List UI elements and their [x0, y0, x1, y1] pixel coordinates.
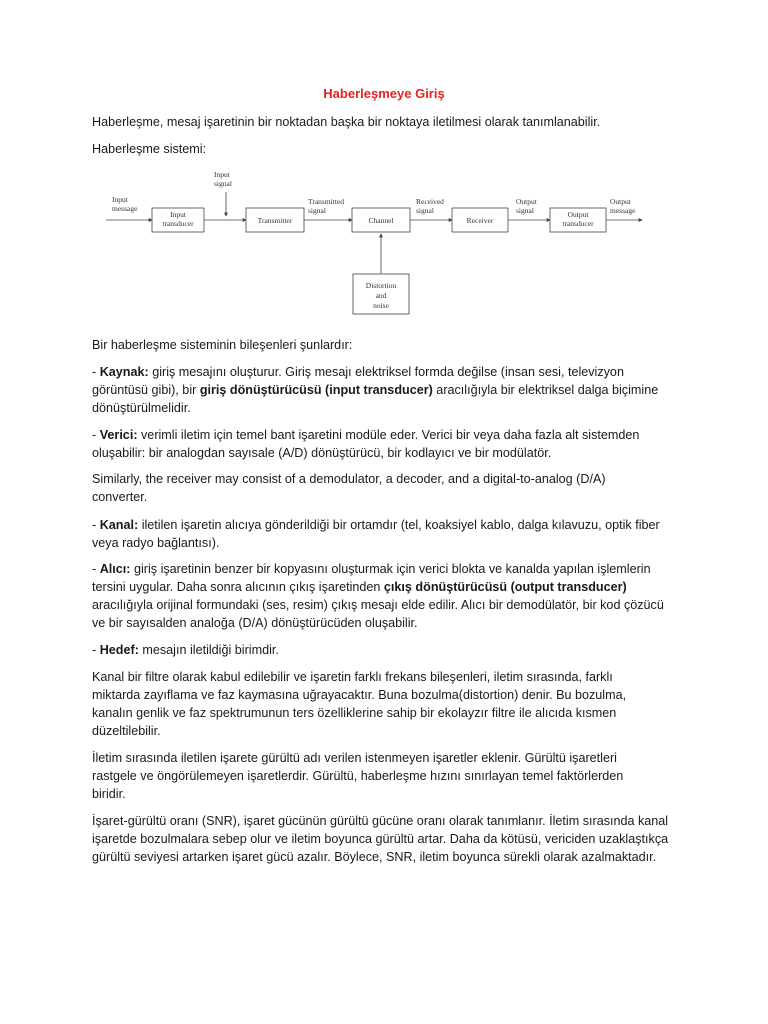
kaynak-line-1: - Kaynak: giriş mesajını oluşturur. Giriş mesajı elektriksel formda değilse (insan sesi, televizyon: [92, 365, 624, 379]
alici-line-1: - Alıcı: giriş işaretinin benzer bir kopyasını oluşturmak için verici blokta ve kanalda yapılan işlemlerin: [92, 562, 651, 576]
page-title: Haberleşmeye Giriş: [323, 86, 445, 101]
noise-line-2: rastgele ve öngörülemeyen işaretlerdir. Gürültü, haberleşme hızını sınırlayan temel faktörlerden: [92, 769, 624, 783]
transmitted-signal-label: Transmitted: [308, 197, 344, 206]
components-heading: Bir haberleşme sisteminin bileşenleri şunlardır:: [92, 338, 353, 352]
noise-line-1: İletim sırasında iletilen işarete gürültü adı verilen istenmeyen işaretler eklenir. Gürültü işaretleri: [92, 751, 617, 765]
similarly-line-1: Similarly, the receiver may consist of a demodulator, a decoder, and a digital-to-analog (D/A): [92, 472, 606, 486]
input-signal-label: Input: [214, 170, 230, 179]
similarly-line-2: converter.: [92, 490, 148, 504]
filter-line-4: düzeltilebilir.: [92, 724, 161, 738]
svg-text:transducer: transducer: [562, 219, 594, 228]
svg-text:message: message: [610, 206, 636, 215]
snr-line-2: işaretde bozulmalara sebep olur ve iletim boyunca gürültü artar. Daha da kötüsü, vericiden uzaklaştıkça: [92, 832, 669, 846]
intro-paragraph: Haberleşme, mesaj işaretinin bir noktadan başka bir noktaya iletilmesi olarak tanımlanabilir.: [92, 115, 601, 129]
input-message-label: Input: [112, 195, 128, 204]
hedef-term: Hedef:: [99, 643, 139, 657]
verici-line-2: oluşabilir: bir analogdan sayısale (A/D) dönüştürücü, bir kodlayıcı ve bir modülatör.: [92, 446, 552, 460]
output-signal-label: Output: [516, 197, 537, 206]
svg-text:signal: signal: [516, 206, 534, 215]
svg-text:signal: signal: [416, 206, 434, 215]
kanal-term: Kanal:: [99, 518, 139, 532]
snr-line-3: gürültü seviyesi artarken işaret gücü azalır. Böylece, SNR, iletim boyunca sürekli olarak azalmaktadır.: [92, 850, 657, 864]
svg-text:message: message: [112, 204, 138, 213]
alici-line-4: ve bir sayısalden analoğa (D/A) dönüştürücüden oluşabilir.: [92, 616, 418, 630]
svg-text:signal: signal: [214, 179, 232, 188]
alici-term: Alıcı:: [99, 562, 131, 576]
system-heading: Haberleşme sistemi:: [92, 142, 207, 156]
verici-line-1: - Verici: verimli iletim için temel bant işaretini modüle eder. Verici bir veya daha fazla alt sistemden: [92, 428, 640, 442]
snr-line-1: İşaret-gürültü oranı (SNR), işaret gücünün gürültü gücüne oranı olarak tanımlanır. İletim sırasında kanal: [92, 814, 669, 828]
alici-line-3: aracılığıyla orijinal formundaki (ses, resim) çıkış mesajı elde edilir. Alıcı bir demodülatör, bir kod çözücü: [92, 598, 664, 612]
alici-line-2: tersini uygular. Daha sonra alıcının çıkış işaretinden çıkış dönüştürücüsü (output transducer): [92, 580, 627, 594]
kaynak-line-3: dönüştürülmelidir.: [92, 401, 191, 415]
kanal-line-2: veya radyo bağlantısı).: [92, 536, 220, 550]
receiver-label: Receiver: [466, 216, 494, 225]
output-message-label: Output: [610, 197, 631, 206]
svg-text:transducer: transducer: [162, 219, 194, 228]
distortion-label: Distortion: [365, 281, 397, 290]
received-signal-label: Received: [416, 197, 444, 206]
noise-line-3: biridir.: [92, 787, 126, 801]
filter-line-2: miktarda zayıflama ve faz kaymasına uğrayacaktır. Buna bozulma(distortion) denir. Bu bozulma,: [92, 688, 627, 702]
kaynak-term: Kaynak:: [99, 365, 149, 379]
svg-text:and: and: [375, 291, 387, 300]
svg-text:signal: signal: [308, 206, 326, 215]
transmitter-label: Transmitter: [257, 216, 293, 225]
kaynak-line-2: görüntüsü gibi), bir giriş dönüştürücüsü (input transducer) aracılığıyla bir elektriksel dalga biçimine: [92, 383, 659, 397]
output-transducer-label: Output: [567, 210, 589, 219]
filter-line-1: Kanal bir filtre olarak kabul edilebilir ve işaretin farklı frekans bileşenleri, iletim sırasında, farklı: [92, 670, 613, 684]
channel-label: Channel: [368, 216, 394, 225]
hedef-line: - Hedef: mesajın iletildiği birimdir.: [92, 643, 279, 657]
input-transducer-label: Input: [170, 210, 186, 219]
input-transducer-term: giriş dönüştürücüsü (input transducer): [199, 383, 433, 397]
verici-term: Verici:: [99, 428, 138, 442]
kanal-line-1: - Kanal: iletilen işaretin alıcıya gönderildiği bir ortamdır (tel, koaksiyel kablo, dalga kılavuzu, optik fiber: [92, 518, 660, 532]
output-transducer-term: çıkış dönüştürücüsü (output transducer): [383, 580, 627, 594]
svg-text:noise: noise: [373, 301, 389, 310]
communication-system-diagram: [106, 164, 646, 324]
filter-line-3: kanalın genlik ve faz spektrumunun ters özelliklerine sahip bir ekolayzır filtre ile alıcıda kısmen: [92, 706, 617, 720]
